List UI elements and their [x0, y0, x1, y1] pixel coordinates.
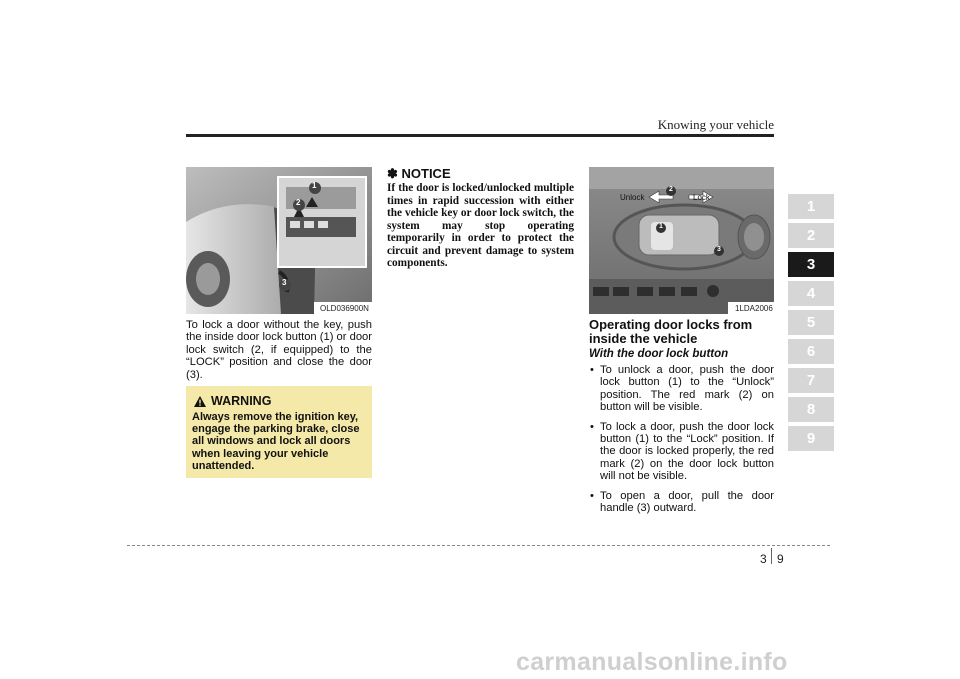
chapter-tab-1[interactable]: 1	[788, 194, 834, 219]
instruction-list	[589, 364, 774, 521]
subsection-title: With the door lock button	[589, 348, 729, 360]
callout-2: 2	[296, 198, 301, 207]
lock-paragraph: To lock a door without the key, push the inside door lock button (1) or door lock switch (2, if equipped) to the “LOCK” position and close the door (3).	[186, 319, 372, 381]
chapter-number: 3	[760, 552, 767, 566]
chapter-tab-9[interactable]: 9	[788, 426, 834, 451]
chapter-tab-3[interactable]: 3	[788, 252, 834, 277]
warning-icon	[194, 396, 206, 407]
warning-heading	[194, 394, 271, 408]
callout-1: 1	[312, 181, 317, 190]
header-title: Knowing your vehicle	[657, 117, 774, 132]
callout-1: 1	[659, 223, 663, 230]
list-item-text: To lock a door, push the door lock button (1) to the “Lock” position. If the door is locked properly, the red mark (2) on the door lock button will not be visible.	[600, 420, 774, 483]
warning-text: Always remove the ignition key, engage the parking brake, close all windows and lock all doors when leaving your vehicle unattended.	[192, 411, 360, 472]
page-number: 9	[777, 552, 784, 566]
section-title: Operating door locks from inside the vehicle	[589, 317, 753, 346]
lock-label: Lock	[693, 193, 710, 202]
warning-box	[186, 386, 372, 478]
car-door-photo	[186, 167, 372, 314]
page-number-separator	[771, 548, 772, 564]
list-item: • To lock a door, push the door lock button (1) to the “Lock” position. If the door is locked properly, the red mark (2) on the door lock button will not be visible.	[590, 420, 774, 483]
watermark: carmanualsonline.info	[516, 648, 788, 676]
list-item: • To unlock a door, push the door lock button (1) to the “Unlock” position. The red mark (2) on button will be visible.	[590, 364, 774, 414]
unlock-label: Unlock	[620, 193, 645, 202]
chapter-tab-6[interactable]: 6	[788, 339, 834, 364]
door-handle-illustration	[589, 167, 774, 314]
chapter-tab-8[interactable]: 8	[788, 397, 834, 422]
list-item-text: To open a door, pull the door handle (3) outward.	[600, 489, 774, 515]
chapter-tab-2[interactable]: 2	[788, 223, 834, 248]
door-handle-photo	[589, 167, 774, 314]
footer-rule	[127, 545, 830, 546]
right-photo-caption: 1LDA2006	[735, 304, 773, 313]
callout-2: 2	[669, 186, 673, 193]
header-rule	[186, 134, 774, 137]
callout-3: 3	[282, 278, 287, 287]
list-item: • To open a door, pull the door handle (3) outward.	[590, 489, 774, 515]
list-item-text: To unlock a door, push the door lock button (1) to the “Unlock” position. The red mark (2) on button will be visible.	[600, 364, 774, 414]
warning-title: WARNING	[211, 394, 272, 408]
callout-3: 3	[717, 246, 721, 253]
notice-title: ✽ NOTICE	[387, 166, 451, 181]
notice-text: If the door is locked/unlocked multiple times in rapid succession with either the vehicle key or door lock switch, the system may stop operating temporarily in order to protect the circuit and prevent damage to system components.	[387, 182, 574, 269]
chapter-tab-7[interactable]: 7	[788, 368, 834, 393]
left-photo-caption: OLD036900N	[320, 304, 369, 313]
chapter-tabs	[788, 194, 834, 455]
car-door-illustration	[186, 167, 372, 314]
chapter-tab-5[interactable]: 5	[788, 310, 834, 335]
chapter-tab-4[interactable]: 4	[788, 281, 834, 306]
